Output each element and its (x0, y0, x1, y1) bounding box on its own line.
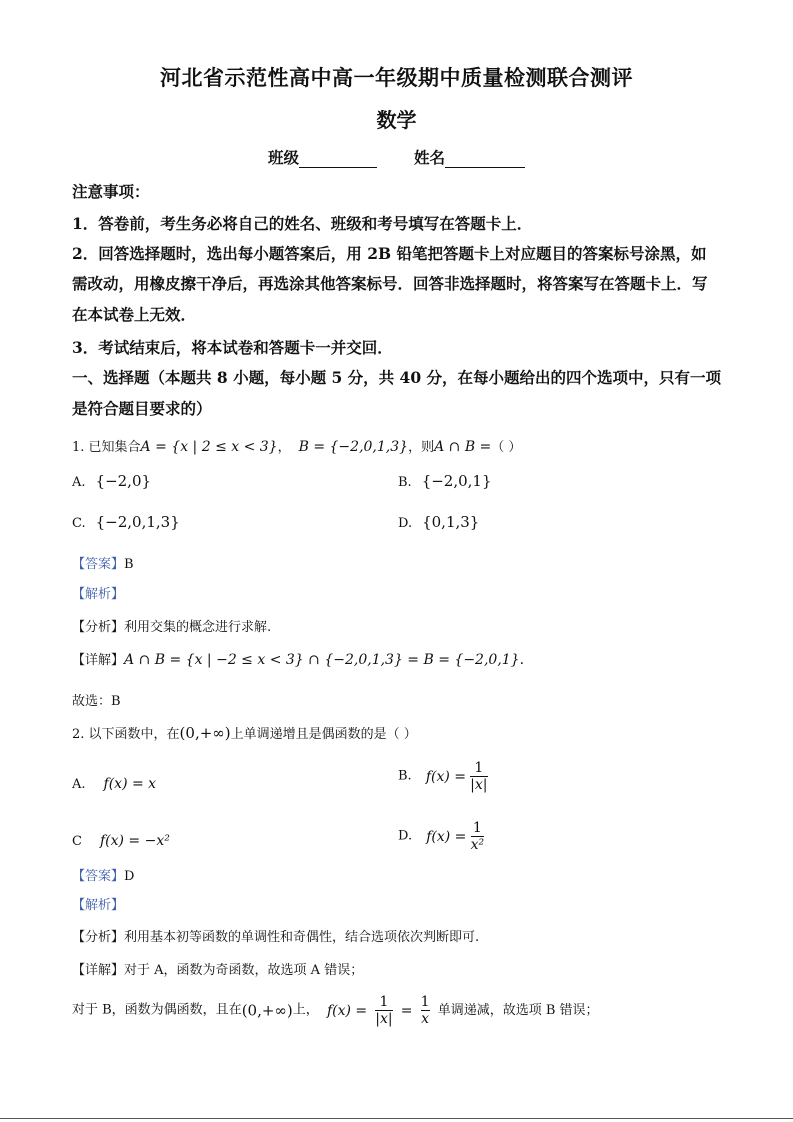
xiangjie-tag: 【详解】 (72, 963, 125, 978)
xiangjie-text: 对于 B，函数为偶函数，且在 (72, 1002, 242, 1018)
question-2-stem (72, 724, 417, 744)
option-label: C. (72, 516, 86, 531)
page-title: 河北省示范性高中高一年级期中质量检测联合测评 (160, 65, 633, 90)
name-label: 姓名 (414, 148, 446, 167)
option-label: B. (398, 768, 412, 784)
question-1-answer (72, 556, 134, 574)
option-label: B. (398, 475, 412, 490)
option-value: {−2,0,1} (421, 472, 492, 490)
section-heading-line-2: 是符合题目要求的） (72, 399, 212, 418)
note-number: 1． (72, 214, 99, 233)
note-item-2-line-2: 需改动，用橡皮擦干净后，再选涂其他答案标号．回答非选择题时，将答案写在答题卡上．写 (72, 274, 708, 293)
note-item-2-line-3: 在本试卷上无效． (72, 305, 197, 324)
question-2-option-d[interactable] (398, 820, 484, 853)
option-value: {−2,0,1,3} (95, 513, 180, 531)
option-lhs: f(x) = (425, 768, 467, 785)
question-text: 2. 以下函数中，在 (72, 727, 180, 742)
note-text: 考试结束后，将本试卷和答题卡一并交回． (98, 338, 393, 357)
question-2-xiangjie-b (72, 994, 599, 1027)
math-lhs: f(x) = (326, 1002, 368, 1019)
option-label: C (72, 834, 82, 849)
name-blank[interactable] (445, 149, 525, 168)
option-value: {−2,0} (95, 472, 152, 490)
numerator: 1 (375, 994, 392, 1011)
option-label: A. (72, 777, 86, 792)
class-blank[interactable] (299, 149, 377, 168)
xiangjie-math: A ∩ B = {x | −2 ≤ x < 3} ∩ {−2,0,1,3} = B = {−2,0,1}. (124, 652, 525, 668)
question-1-analysis-tag: 【解析】 (72, 587, 125, 602)
fenxi-tag: 【分析】 (72, 620, 125, 635)
notes-heading: 注意事项： (72, 182, 150, 201)
question-1-option-c[interactable] (72, 513, 180, 533)
question-text: 1. 已知集合 (72, 440, 141, 455)
math-equals: = (400, 1002, 413, 1019)
math-interval: (0,+∞) (241, 1001, 293, 1020)
math-set-a: A = {x | 2 ≤ x < 3} (140, 439, 278, 455)
name-field (414, 148, 525, 168)
numerator: 1 (471, 820, 485, 837)
question-1-fenxi (72, 619, 271, 637)
question-2-analysis-tag: 【解析】 (72, 898, 125, 913)
option-value: f(x) = −x² (99, 833, 170, 849)
option-lhs: f(x) = (426, 828, 467, 845)
answer-value: B (124, 557, 134, 572)
fenxi-text: 利用交集的概念进行求解. (124, 620, 272, 635)
math-set-b: B = {−2,0,1,3} (298, 439, 409, 455)
question-2-fenxi (72, 929, 479, 947)
xiangjie-text: 对于 A，函数为奇函数，故选项 A 错误； (124, 963, 364, 978)
note-text: 回答选择题时，选出每小题答案后，用 2B 铅笔把答题卡上对应题目的答案标号涂黑，如 (98, 244, 707, 263)
note-item-2-line-1 (72, 244, 706, 264)
question-2-option-c[interactable] (72, 832, 170, 851)
answer-value: D (124, 869, 135, 884)
subject-title: 数学 (376, 108, 417, 132)
numerator: 1 (420, 994, 430, 1010)
question-1-option-a[interactable] (72, 472, 151, 492)
question-2-option-a[interactable] (72, 775, 156, 794)
question-text-suffix: 上单调递增且是偶函数的是（ ） (230, 727, 417, 742)
math-interval: (0,+∞) (179, 724, 231, 742)
fraction (375, 994, 392, 1027)
answer-tag: 【答案】 (72, 557, 125, 572)
denominator: x (421, 1011, 430, 1027)
fenxi-tag: 【分析】 (72, 930, 125, 945)
section-heading-line-1: 一、选择题（本题共 8 小题，每小题 5 分，共 40 分，在每小题给出的四个选项中，只有一项 (72, 368, 722, 387)
fraction (470, 760, 487, 793)
separator: ，则 (408, 440, 435, 455)
class-field (268, 148, 377, 168)
math-expression: A ∩ B = (434, 439, 492, 455)
question-1-conclusion: 故选：B (72, 694, 121, 709)
option-label: D. (398, 516, 413, 531)
fraction (421, 994, 430, 1027)
note-text: 答卷前，考生务必将自己的姓名、班级和考号填写在答题卡上． (98, 214, 533, 233)
question-1-xiangjie (72, 651, 524, 670)
answer-paren: （ ） (491, 440, 522, 455)
page-bottom-divider (0, 1118, 793, 1119)
denominator: |x| (375, 1011, 393, 1027)
class-label: 班级 (268, 148, 300, 167)
option-value: f(x) = x (103, 776, 157, 792)
answer-tag: 【答案】 (72, 869, 125, 884)
question-2-xiangjie-a (72, 962, 363, 980)
numerator: 1 (470, 760, 487, 777)
denominator: |x| (470, 777, 488, 793)
question-2-option-b[interactable] (398, 760, 488, 793)
note-number: 3． (72, 338, 99, 357)
option-label: A. (72, 475, 86, 490)
option-label: D. (398, 828, 413, 844)
fenxi-text: 利用基本初等函数的单调性和奇偶性，结合选项依次判断即可. (124, 930, 480, 945)
separator: ， (277, 440, 291, 455)
question-1-stem (72, 438, 521, 457)
question-2-answer (72, 868, 134, 886)
note-number: 2． (72, 244, 99, 263)
fraction (471, 820, 485, 853)
note-item-1 (72, 214, 532, 234)
xiangjie-text: 上， (292, 1002, 319, 1018)
question-1-option-b[interactable] (398, 472, 492, 492)
denominator: x² (470, 837, 485, 853)
question-1-option-d[interactable] (398, 513, 479, 533)
xiangjie-text: 单调递减，故选项 B 错误； (437, 1002, 599, 1018)
note-item-3 (72, 338, 393, 358)
xiangjie-tag: 【详解】 (72, 653, 125, 668)
option-value: {0,1,3} (422, 513, 480, 531)
